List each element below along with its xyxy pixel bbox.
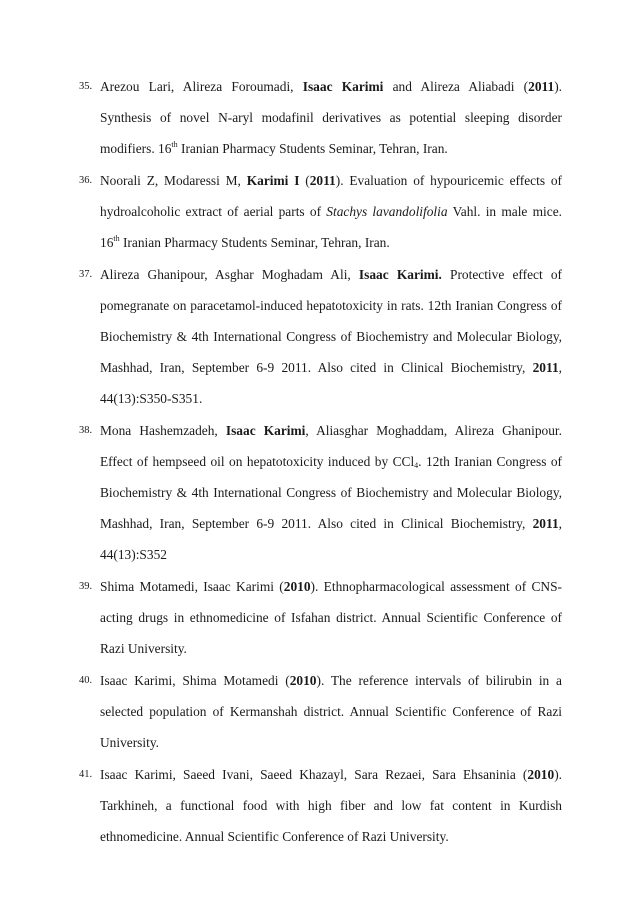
- reference-text-segment: Isaac Karimi, Saeed Ivani, Saeed Khazayl, Sara Rezaei, Sara Ehsaninia (: [100, 767, 528, 782]
- reference-text-segment: Karimi I: [246, 173, 300, 188]
- reference-entry: [79, 415, 562, 570]
- reference-entry: [79, 71, 562, 164]
- reference-text-segment: Arezou Lari, Alireza Foroumadi,: [100, 79, 303, 94]
- reference-list: [79, 71, 562, 852]
- reference-text: [100, 767, 562, 844]
- reference-entry: [79, 759, 562, 852]
- reference-text: [100, 579, 562, 656]
- reference-text-segment: ). Synthesis of novel N-aryl modafinil derivatives as potential sleeping disorder modifiers. 16: [100, 79, 562, 156]
- reference-number: 37.: [79, 269, 93, 280]
- reference-text: [100, 79, 562, 156]
- reference-text-segment: Iranian Pharmacy Students Seminar, Tehran, Iran.: [119, 235, 390, 250]
- reference-text-segment: , 44(13):S350-S351.: [100, 360, 562, 406]
- reference-text: [100, 267, 562, 406]
- reference-text-segment: (: [299, 173, 310, 188]
- reference-text-segment: Isaac Karimi: [225, 423, 306, 438]
- reference-number: 39.: [79, 581, 93, 592]
- reference-text-segment: Mona Hashemzadeh,: [100, 423, 226, 438]
- reference-text-segment: , 44(13):S352: [100, 516, 562, 562]
- reference-entry: [79, 165, 562, 258]
- reference-text-segment: 2011: [309, 173, 336, 188]
- reference-entry: [79, 665, 562, 758]
- reference-text-segment: Protective effect of pomegranate on paracetamol-induced hepatotoxicity in rats. 12th Iranian Congress of Biochemistry & 4th International Congress of Biochemistry and Molecular Biology, Mashhad, Iran, September 6-9 2011. Also cited in Clinical Biochemistry,: [100, 267, 562, 375]
- reference-text: [100, 173, 562, 250]
- reference-number: 40.: [79, 675, 93, 686]
- reference-text: [100, 673, 562, 750]
- reference-text-segment: 2011: [532, 360, 559, 375]
- reference-number: 36.: [79, 175, 93, 186]
- reference-text-segment: th: [171, 140, 178, 149]
- reference-text-segment: . 12th Iranian Congress of Biochemistry & 4th International Congress of Biochemistry and Molecular Biology, Mashhad, Iran, September 6-9 2011. Also cited in Clinical Biochemistry,: [100, 454, 562, 531]
- reference-number: 38.: [79, 425, 93, 436]
- reference-text-segment: Vahl. in male mice. 16: [100, 204, 562, 250]
- reference-text-segment: Isaac Karimi.: [358, 267, 442, 282]
- reference-text-segment: Iranian Pharmacy Students Seminar, Tehran, Iran.: [177, 141, 448, 156]
- reference-text-segment: ). Evaluation of hypouricemic effects of hydroalcoholic extract of aerial parts of: [100, 173, 562, 219]
- reference-text-segment: 2011: [528, 79, 555, 94]
- reference-entry: [79, 259, 562, 414]
- reference-text-segment: 2010: [527, 767, 555, 782]
- reference-text: [100, 423, 562, 562]
- reference-text-segment: Noorali Z, Modaressi M,: [100, 173, 247, 188]
- reference-text-segment: Stachys lavandolifolia: [326, 204, 448, 219]
- reference-text-segment: Isaac Karimi: [302, 79, 384, 94]
- reference-text-segment: ). Ethnopharmacological assessment of CNS-acting drugs in ethnomedicine of Isfahan district. Annual Scientific Conference of Razi University.: [100, 579, 562, 656]
- reference-text-segment: and Alireza Aliabadi (: [383, 79, 529, 94]
- reference-text-segment: ). The reference intervals of bilirubin in a selected population of Kermanshah district. Annual Scientific Conference of Razi University.: [100, 673, 562, 750]
- reference-entry: [79, 571, 562, 664]
- reference-text-segment: 4: [414, 461, 419, 470]
- reference-text-segment: , Aliasghar Moghaddam, Alireza Ghanipour. Effect of hempseed oil on hepatotoxicity induced by CCl: [100, 423, 562, 469]
- reference-text-segment: Alireza Ghanipour, Asghar Moghadam Ali,: [100, 267, 359, 282]
- reference-text-segment: Shima Motamedi, Isaac Karimi (: [100, 579, 284, 594]
- reference-text-segment: ). Tarkhineh, a functional food with high fiber and low fat content in Kurdish ethnomedicine. Annual Scientific Conference of Razi University.: [100, 767, 562, 844]
- reference-text-segment: th: [113, 234, 120, 243]
- reference-text-segment: Isaac Karimi, Shima Motamedi (: [100, 673, 290, 688]
- reference-text-segment: 2010: [283, 579, 311, 594]
- reference-text-segment: 2010: [289, 673, 317, 688]
- reference-number: 41.: [79, 769, 93, 780]
- reference-text-segment: 2011: [532, 516, 559, 531]
- reference-number: 35.: [79, 81, 93, 92]
